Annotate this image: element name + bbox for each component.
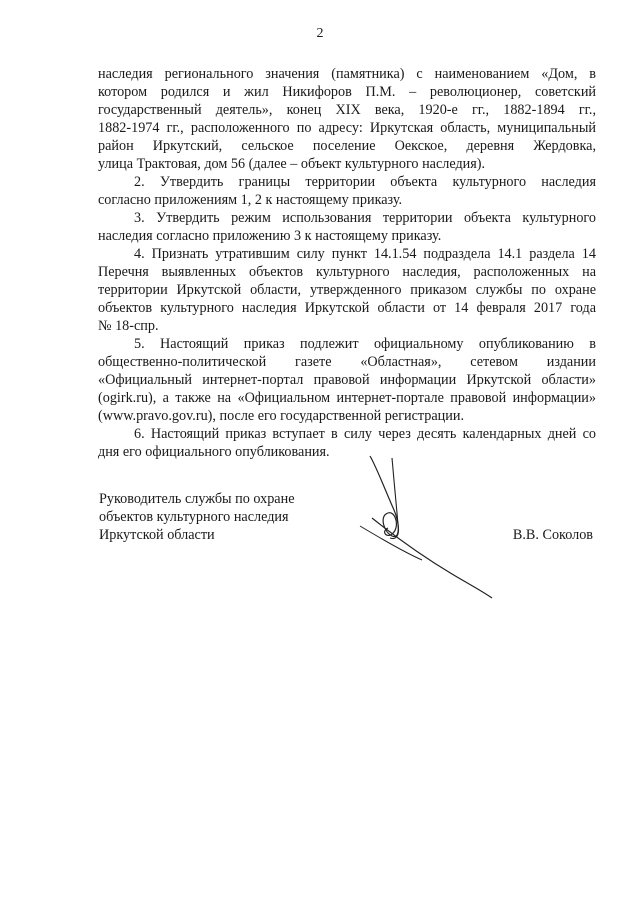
body-line: улица Трактовая, дом 56 (далее – объект культурного наследия). [98,156,486,172]
signatory-name: В.В. Соколов [512,527,593,543]
body-line: (www.pravo.gov.ru), после его государственной регистрации. [98,408,464,424]
body-line: 6. Настоящий приказ вступает в силу через десять календарных дней со [134,426,596,442]
body-line: наследия согласно приложению 3 к настоящему приказу. [98,228,442,244]
body-line: 1882-1974 гг., расположенного по адресу: Иркутская область, муниципальный [98,120,596,136]
body-line: 3. Утвердить режим использования территории объекта культурного [134,210,596,226]
body-line: № 18-спр. [98,318,159,334]
body-line: (ogirk.ru), а также на «Официальном интернет-портале правовой информации» [98,390,596,406]
body-line: территории Иркутской области, утвержденного приказом службы по охране [98,282,596,298]
body-line: государственный деятель», конец XIX века, 1920-е гг., 1882-1894 гг., [98,102,596,118]
body-line: котором родился и жил Никифоров П.М. – революционер, советский [98,84,596,100]
body-line: 2. Утвердить границы территории объекта культурного наследия [134,174,596,190]
body-line: согласно приложениям 1, 2 к настоящему приказу. [98,192,403,208]
signatory-position-line: объектов культурного наследия [99,509,289,525]
handwritten-signature [322,448,502,608]
body-line: 5. Настоящий приказ подлежит официальному опубликованию в [134,336,596,352]
signatory-position-line: Руководитель службы по охране [99,491,295,507]
page-number: 2 [316,26,324,41]
body-line: дня его официального опубликования. [98,444,330,460]
body-line: объектов культурного наследия Иркутской области от 14 февраля 2017 года [98,300,596,316]
signatory-position-line: Иркутской области [99,527,215,543]
body-line: «Официальный интернет-портал правовой информации Иркутской области» [98,372,596,388]
body-line: наследия регионального значения (памятника) с наименованием «Дом, в [98,66,596,82]
body-line: 4. Признать утратившим силу пункт 14.1.54 подраздела 14.1 раздела 14 [134,246,596,262]
body-line: Перечня выявленных объектов культурного наследия, расположенных на [98,264,596,280]
body-line: общественно-политической газете «Областная», сетевом издании [98,354,596,370]
body-line: район Иркутский, сельское поселение Оекское, деревня Жердовка, [98,138,596,154]
